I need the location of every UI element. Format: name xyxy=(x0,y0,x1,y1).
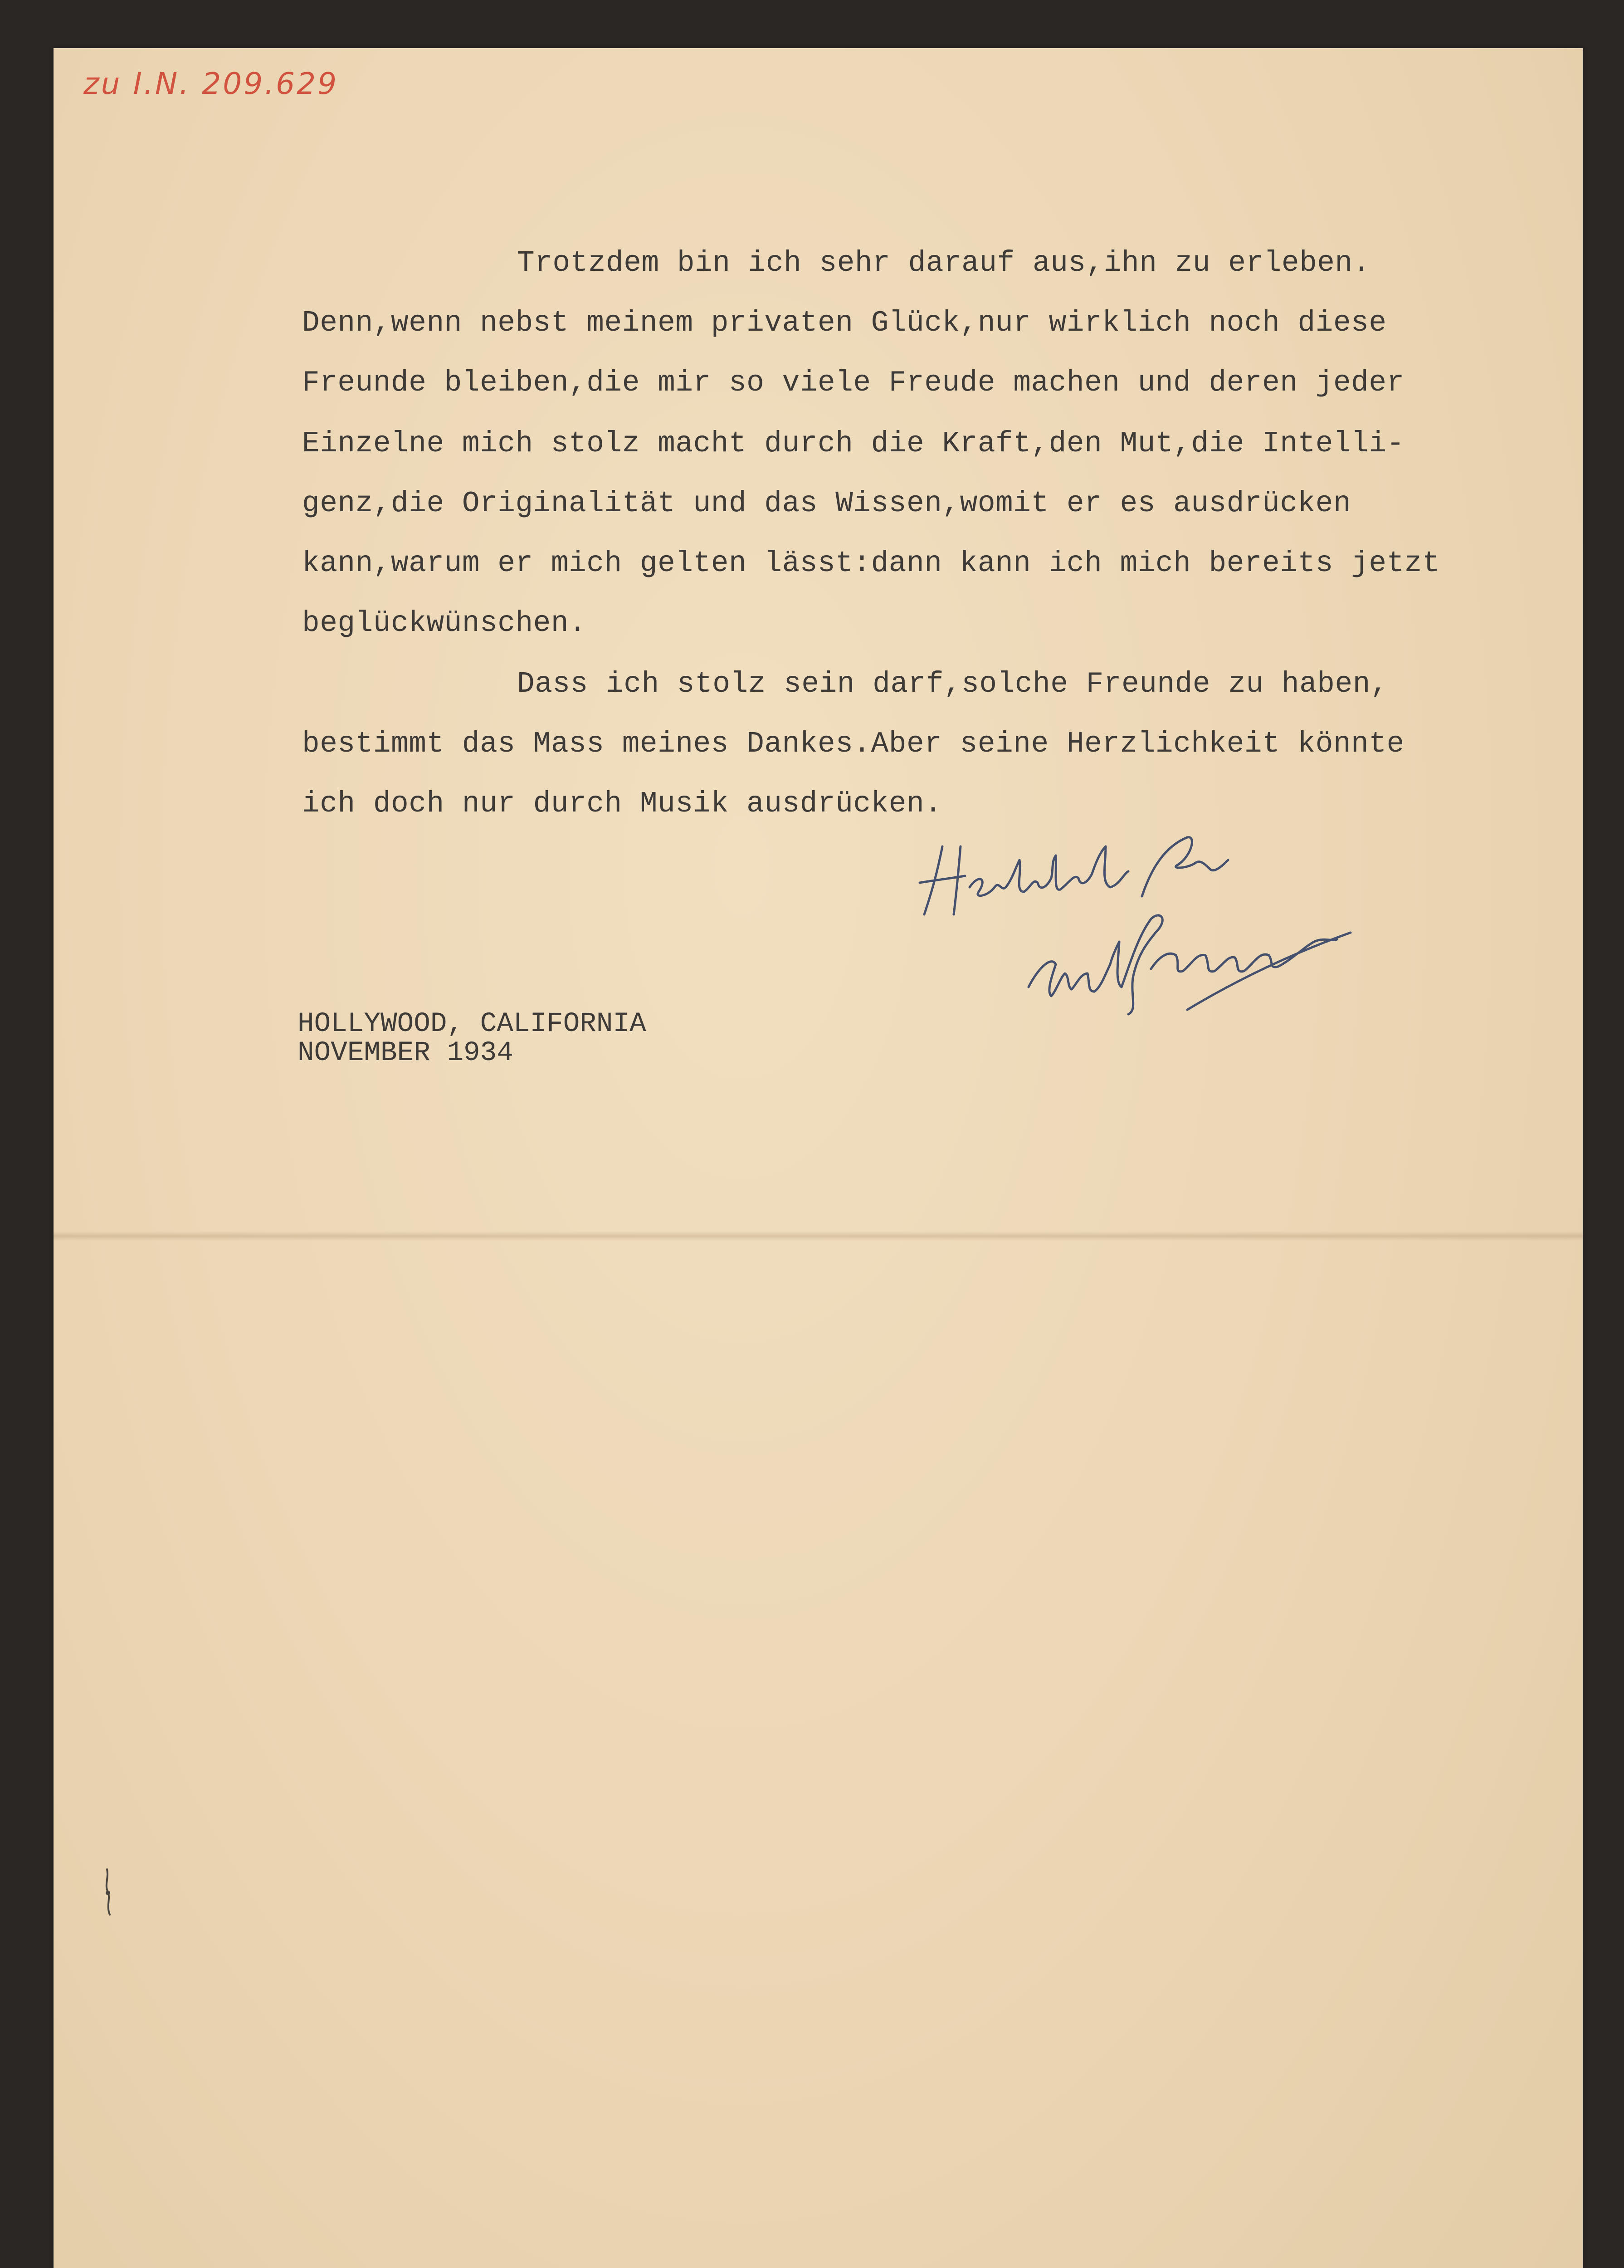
letter-line: bestimmt das Mass meines Dankes.Aber seine Herzlichkeit könnte xyxy=(302,728,1405,761)
letter-line: Denn,wenn nebst meinem privaten Glück,nur wirklich noch diese xyxy=(302,307,1387,340)
letter-sheet xyxy=(54,48,1583,2268)
handwritten-signature xyxy=(915,819,1414,1046)
place-line: HOLLYWOOD, CALIFORNIA xyxy=(297,1008,646,1040)
letter-line: Einzelne mich stolz macht durch die Kraft,den Mut,die Intelli- xyxy=(302,427,1405,460)
letter-line: ich doch nur durch Musik ausdrücken. xyxy=(302,787,942,821)
letter-line: kann,warum er mich gelten lässt:dann kann ich mich bereits jetzt xyxy=(302,547,1440,580)
date-line: NOVEMBER 1934 xyxy=(297,1037,513,1069)
archive-note: zu I.N. 209.629 xyxy=(83,66,339,101)
paper-fold xyxy=(54,1231,1583,1241)
place-and-date xyxy=(297,1010,646,1068)
letter-line: genz,die Originalität und das Wissen,womit er es ausdrücken xyxy=(302,487,1351,520)
letter-line: beglückwünschen. xyxy=(302,607,587,640)
letter-line: Dass ich stolz sein darf,solche Freunde zu haben, xyxy=(517,668,1389,701)
paper-speck xyxy=(94,1865,122,1919)
letter-line: Trotzdem bin ich sehr darauf aus,ihn zu erleben. xyxy=(517,247,1370,280)
letter-line: Freunde bleiben,die mir so viele Freude machen und deren jeder xyxy=(302,367,1405,400)
